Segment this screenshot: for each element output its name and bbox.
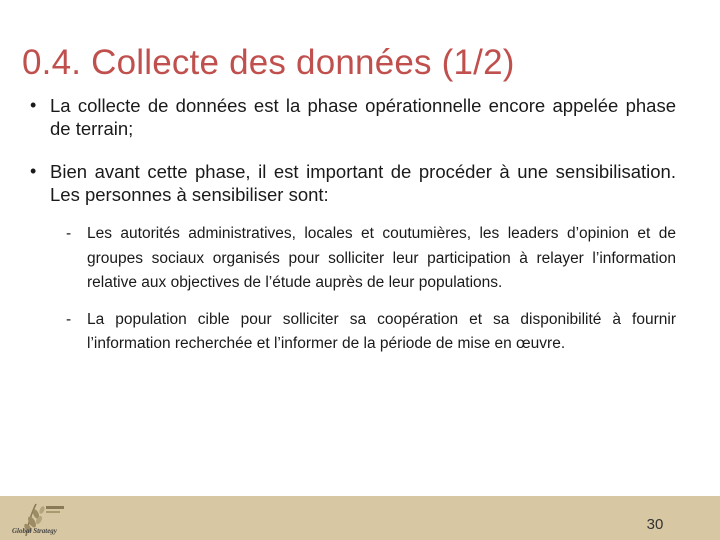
bullet-item: [30, 94, 676, 140]
slide-body: [30, 94, 676, 369]
footer-band: [0, 496, 720, 540]
slide-title: 0.4. Collecte des données (1/2): [22, 43, 515, 82]
sub-bullet-list: [30, 222, 676, 357]
sub-bullet-text: Les autorités administratives, locales et coutumières, les leaders d’opinion et de groupes sociaux organisés pour solliciter leur participation à relayer l’information relative aux objectives de l’étude auprès de leur populations.: [87, 225, 676, 291]
logo-text: Global Strategy: [12, 527, 57, 535]
bullet-item: [30, 160, 676, 206]
bullet-marker: •: [30, 95, 37, 115]
bullet-marker: •: [30, 161, 37, 181]
sub-bullet-item: [30, 308, 676, 357]
sub-bullet-marker: -: [66, 310, 72, 328]
bullet-text: Bien avant cette phase, il est important de procéder à une sensibilisation. Les personnes à sensibiliser sont:: [50, 161, 676, 205]
sub-bullet-item: [30, 222, 676, 296]
bullet-text: La collecte de données est la phase opérationnelle encore appelée phase de terrain;: [50, 95, 676, 139]
page-number: 30: [646, 516, 664, 533]
sub-bullet-text: La population cible pour solliciter sa coopération et sa disponibilité à fournir l’information recherchée et l’informer de la période de mise en œuvre.: [87, 310, 676, 352]
sub-bullet-marker: -: [66, 225, 72, 242]
